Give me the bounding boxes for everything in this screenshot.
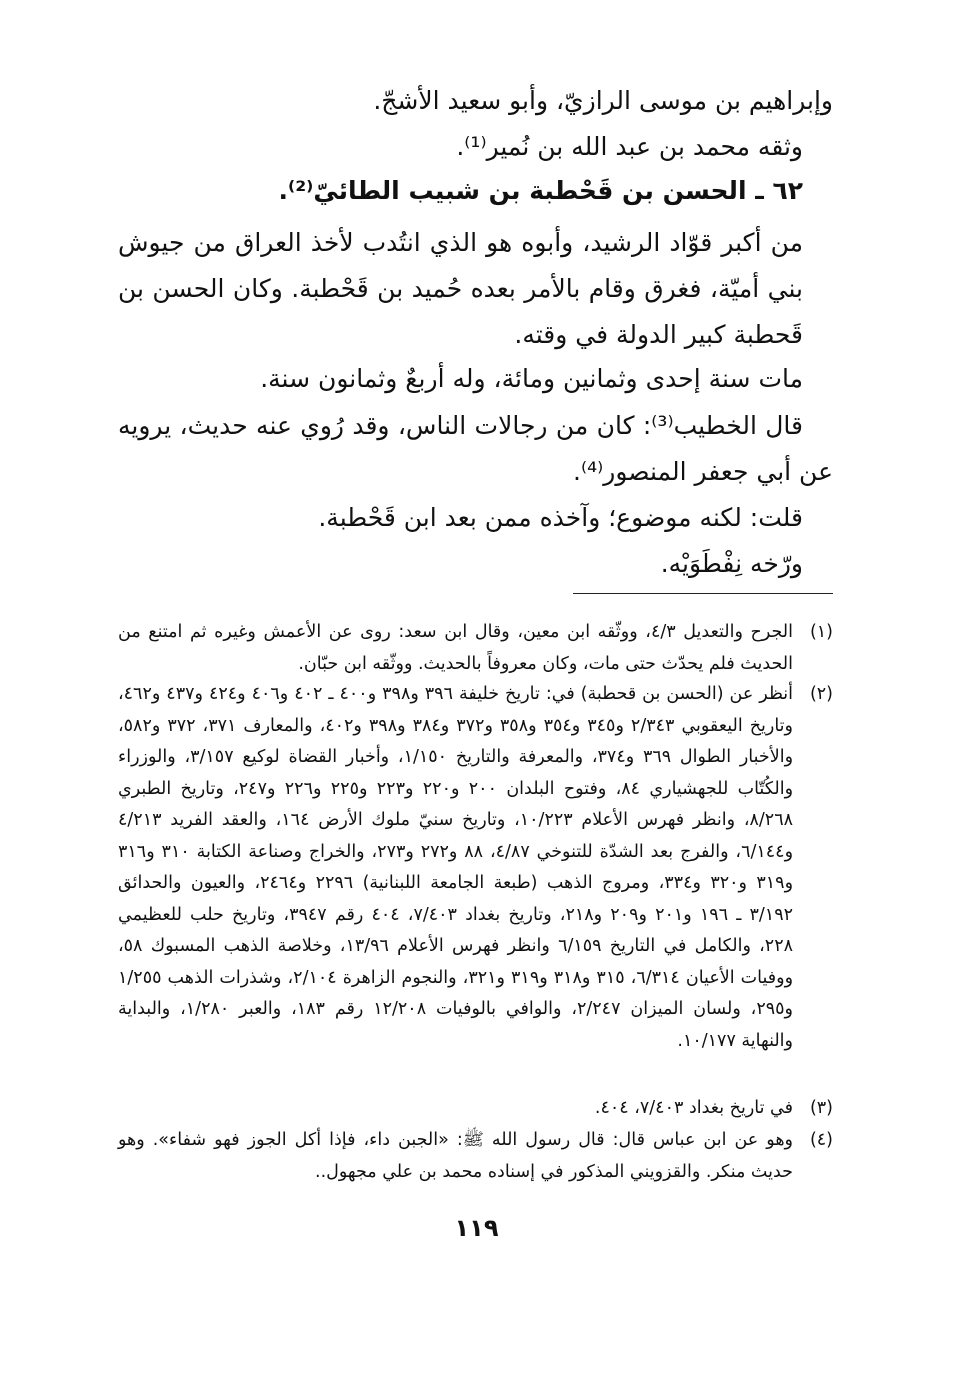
main-paragraph-1: وإبراهيم بن موسى الرازيّ، وأبو سعيد الأشجّ. [373,86,833,115]
footnote-2 [118,679,833,1057]
page-number: ١١٩ [454,1214,499,1242]
footnote-1 [118,617,833,680]
main-paragraph-6: قلت: لكنه موضوع؛ وآخذه ممن بعد ابن قَحْطبة. [318,503,803,532]
footnote-text: أنظر عن (الحسن بن قحطبة) في: تاريخ خليفة ٣٩٦ و٣٩٨ و٤٠٠ ـ ٤٠٢ و٤٠٦ و٤٢٤ و٤٣٧ و٤٦٢، وتاريخ اليعقوبي ٢/٣٤٣ و٣٤٥ و٣٥٤ و٣٥٨ و٣٧٢ و٣٨٤ و٣٩٨ و٤٠٢، والمعارف ٣٧١، ٣٧٢ و٥٨٢، والأخبار الطوال ٣٦٩ و٣٧٤، والمعرفة والتاريخ ١/١٥٠، وأخبار القضاة لوكيع ٣/١٥٧، والوزراء والكُتّاب للجهشياري ٨٤، وفتوح البلدان ٢٠٠ و٢٢٠ و٢٢٣ و٢٢٥ و٢٢٦ و٢٤٧، وتاريخ الطبري ٨/٢٦٨، وانظر فهرس الأعلام ١٠/٢٢٣، وتاريخ سنيّ ملوك الأرض ١٦٤، والعقد الفريد ٤/٢١٣ و٦/١٤٤، والفرج بعد الشدّة للتنوخي ٤/٨٧، ٨٨ و٢٧٢ و٢٧٣، والخراج وصناعة الكتابة ٣١٠ و٣١٦ و٣١٩ و٣٢٠ و٣٣٤، ومروج الذهب (طبعة الجامعة اللبنانية) ٢٢٩٦ و٢٤٦٤، والعيون والحدائق ٣/١٩٢ ـ ١٩٦ و٢٠١ و٢٠٩ و٢١٨، وتاريخ بغداد ٧/٤٠٣، ٤٠٤ رقم ٣٩٤٧، وتاريخ حلب للعظيمي ٢٢٨، والكامل في التاريخ ٦/١٥٩ وانظر فهرس الأعلام ١٣/٩٦، وخلاصة الذهب المسبوك ٥٨، ووفيات الأعيان ٦/٣١٤، ٣١٥ و٣١٨ و٣١٩ و٣٢١، والنجوم الزاهرة ٢/١٠٤، وشذرات الذهب ١/٢٥٥ و٢٩٥، ولسان الميزان ٢/٢٤٧، والوافي بالوفيات ١٢/٢٠٨ رقم ١٨٣، والعبر ١/٢٨٠، والبداية والنهاية ١٠/١٧٧. [118,684,794,1051]
footnote-text: وهو عن ابن عباس قال: قال رسول الله ﷺ: «الجبن داء، فإذا أكل الجوز فهو شفاء». وهو حديث منكر. والقزويني المذكور في إسناده محمد بن علي مجهول.. [118,1130,793,1182]
footnote-text: في تاريخ بغداد ٧/٤٠٣، ٤٠٤. [594,1098,793,1118]
footnote-number: (٤) [809,1130,833,1150]
footnote-number: (٢) [809,684,833,704]
footnote-number: (١) [809,622,833,642]
main-paragraph-4: مات سنة إحدى وثمانين ومائة، وله أربعٌ وثمانون سنة. [260,364,803,393]
footnote-divider [573,593,833,594]
footnote-3 [118,1093,833,1125]
main-paragraph-7: ورّخه نِفْطَوَيْه. [660,549,803,578]
footnote-text: الجرح والتعديل ٤/٣، ووثّقه ابن معين، وقال ابن سعد: روى عن الأعمش وغيره ثم امتنع من الحديث فلم يحدّث حتى مات، وكان معروفاً بالحديث. ووثّقه ابن حبّان. [118,622,793,674]
main-paragraph-5: قال الخطيب⁽³⁾: كان من رجالات الناس، وقد رُوي عنه حديث، يرويه عن أبي جعفر المنصور⁽⁴⁾. [118,411,833,486]
main-paragraph-3: من أكبر قوّاد الرشيد، وأبوه هو الذي انتُدب لأخذ العراق من جيوش بني أميّة، فغرق وقام بالأمر بعده حُميد بن قَحْطبة. وكان الحسن بن قَحطبة كبير الدولة في وقته. [118,228,803,349]
footnote-4 [118,1125,833,1188]
footnote-number: (٣) [809,1098,833,1118]
main-paragraph-2: وثقه محمد بن عبد الله بن نُمير⁽¹⁾. [456,132,803,161]
entry-heading: ٦٢ ـ الحسن بن قَحْطبة بن شبيب الطائيّ⁽²⁾. [278,176,803,205]
